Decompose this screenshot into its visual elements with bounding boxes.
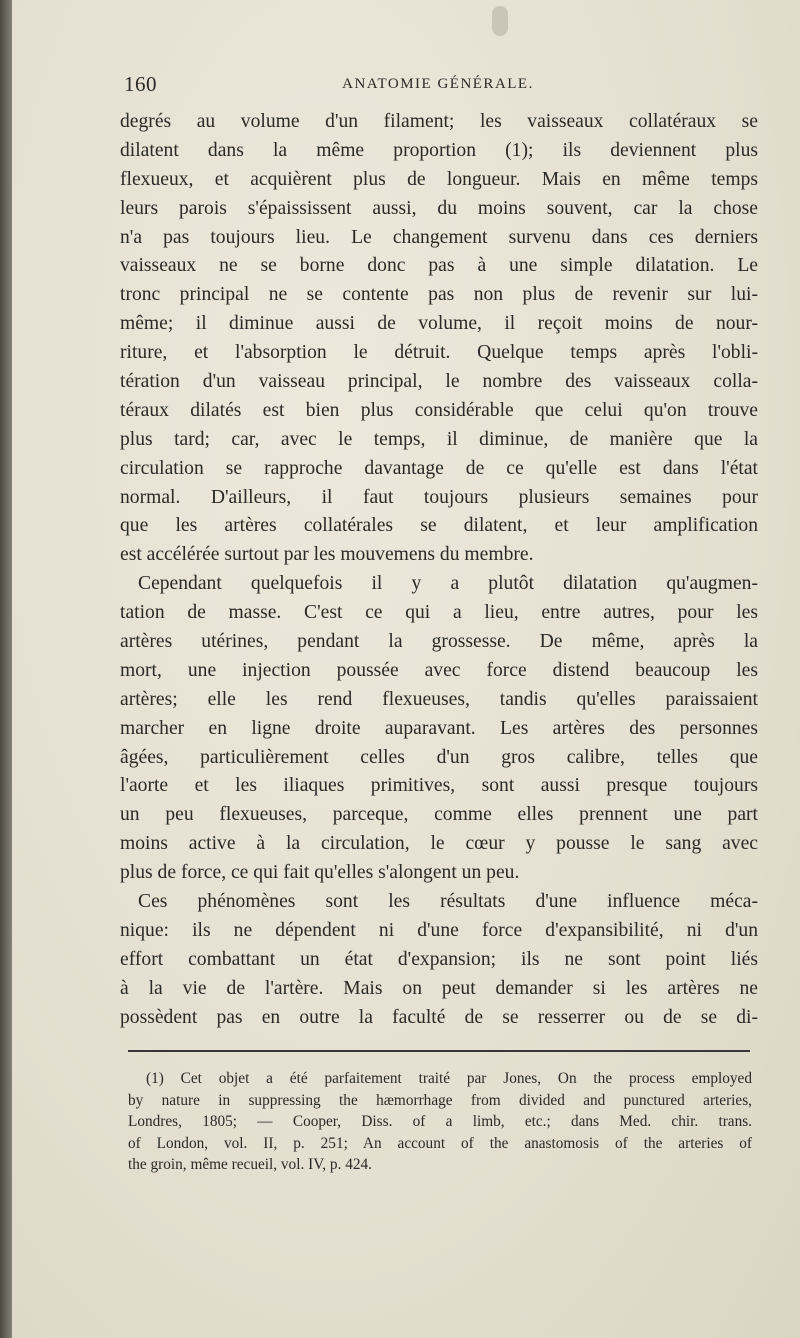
footnote-line: of London, vol. II, p. 251; An account of the anastomosis of the arteries of [128,1134,752,1152]
text-line: Ces phénomènes sont les résultats d'une influence méca- [138,891,758,913]
running-head: ANATOMIE GÉNÉRALE. [342,76,534,92]
text-line: plus tard; car, avec le temps, il diminue, de manière que la [120,428,758,450]
text-line: normal. D'ailleurs, il faut toujours plusieurs semaines pour [120,486,758,508]
text-line: Cependant quelquefois il y a plutôt dilatation qu'augmen- [138,573,758,595]
text-line: marcher en ligne droite auparavant. Les artères des personnes [120,717,758,739]
text-line: à la vie de l'artère. Mais on peut demander si les artères ne [120,977,758,999]
footnote-line: by nature in suppressing the hæmorrhage from divided and punctured arteries, [128,1091,752,1109]
text-line: mort, une injection poussée avec force distend beaucoup les [120,659,758,681]
footnote-line: the groin, même recueil, vol. IV, p. 424. [128,1156,372,1173]
text-line: même; il diminue aussi de volume, il reçoit moins de nour- [120,313,758,335]
text-line: riture, et l'absorption le détruit. Quelque temps après l'obli- [120,342,758,364]
text-line: n'a pas toujours lieu. Le changement survenu dans ces derniers [120,226,758,248]
text-line: vaisseaux ne se borne donc pas à une simple dilatation. Le [120,255,758,277]
footnote-rule [128,1050,750,1052]
text-line: possèdent pas en outre la faculté de se resserrer ou de se di- [120,1006,758,1028]
text-line: flexueux, et acquièrent plus de longueur. Mais en même temps [120,168,758,190]
text-line: artères utérines, pendant la grossesse. De même, après la [120,631,758,653]
text-line: degrés au volume d'un filament; les vaisseaux collatéraux se [120,111,758,132]
text-line: artères; elle les rend flexueuses, tandis qu'elles paraissaient [120,688,758,710]
footnote-line: (1) Cet objet a été parfaitement traité par Jones, On the process employed [146,1070,752,1087]
text-line: dilatent dans la même proportion (1); ils deviennent plus [120,139,758,161]
text-line: tation de masse. C'est ce qui a lieu, entre autres, pour les [120,602,758,624]
text-line: effort combattant un état d'expansion; ils ne sont point liés [120,948,758,970]
text-line: plus de force, ce qui fait qu'elles s'alongent un peu. [120,862,520,884]
text-line: téraux dilatés est bien plus considérable que celui qu'on trouve [120,399,758,421]
text-line: tération d'un vaisseau principal, le nombre des vaisseaux colla- [120,371,758,393]
text-line: que les artères collatérales se dilatent, et leur amplification [120,515,758,537]
book-page [12,0,800,1338]
text-line: tronc principal ne se contente pas non plus de revenir sur lui- [120,284,758,306]
text-line: moins active à la circulation, le cœur y pousse le sang avec [120,833,758,855]
text-line: un peu flexueuses, parceque, comme elles prennent une part [120,804,758,826]
text-line: leurs parois s'épaississent aussi, du moins souvent, car la chose [120,197,758,219]
text-line: l'aorte et les iliaques primitives, sont aussi presque toujours [120,775,758,797]
page-header [124,72,752,100]
text-line: est accélérée surtout par les mouvemens du membre. [120,544,534,566]
text-line: circulation se rapproche davantage de ce qu'elle est dans l'état [120,457,758,479]
footnote-line: Londres, 1805; — Cooper, Diss. of a limb, etc.; dans Med. chir. trans. [128,1113,752,1130]
text-line: âgées, particulièrement celles d'un gros calibre, telles que [120,746,758,768]
page-number: 160 [124,72,157,96]
text-line: nique: ils ne dépendent ni d'une force d'expansibilité, ni d'un [120,919,758,941]
page-smudge [492,6,508,36]
body-text [120,108,758,1033]
footnote [128,1068,752,1176]
